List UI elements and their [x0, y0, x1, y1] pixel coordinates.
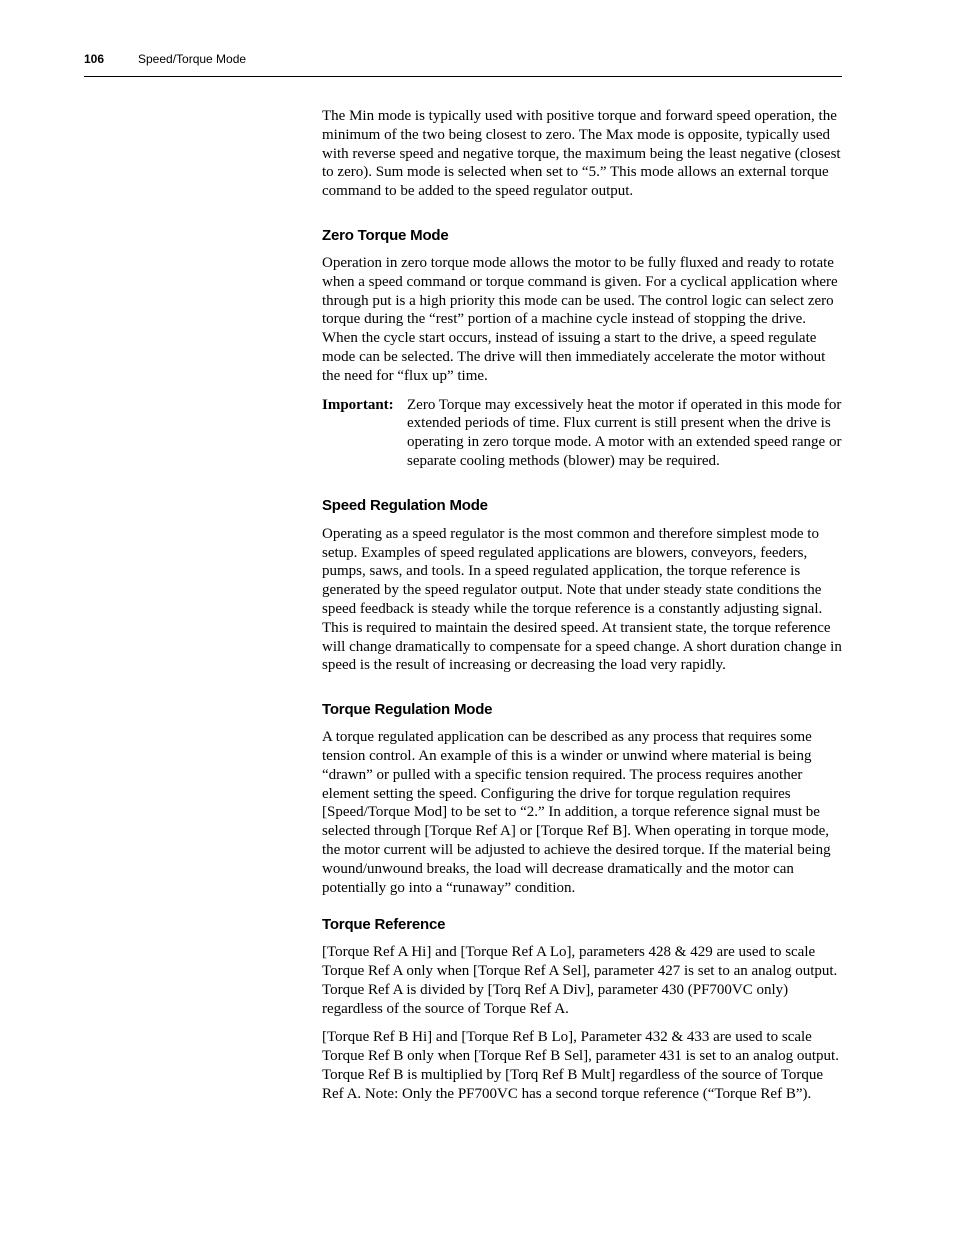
speed-regulation-heading: Speed Regulation Mode	[322, 496, 488, 514]
torque-reference-paragraph-1: [Torque Ref A Hi] and [Torque Ref A Lo], parameters 428 & 429 are used to scale Torque Ref A only when [Torque Ref A Sel], parameter 427 is set to an analog output. Torque Ref A is divided by [Torq Ref A Div], parameter 430 (PF700VC only) regardless of the source of Torque Ref A.	[322, 944, 838, 1017]
zero-torque-heading: Zero Torque Mode	[322, 226, 449, 244]
intro-paragraph: The Min mode is typically used with positive torque and forward speed operation, the minimum of the two being closest to zero. The Max mode is opposite, typically used with reverse speed and negative torque, the maximum being the least negative (closest to zero). Sum mode is selected when set to “5.” This mode allows an external torque command to be added to the speed regulator output.	[322, 108, 841, 200]
page-number: 106	[84, 52, 105, 66]
important-label: Important:	[322, 396, 394, 413]
chapter-title: Speed/Torque Mode	[138, 52, 247, 66]
important-text: Zero Torque may excessively heat the motor if operated in this mode for extended periods of time. Flux current is still present when the drive is operating in zero torque mode. A motor with an extended speed range or separate cooling methods (blower) may be required.	[407, 396, 842, 469]
main-content	[322, 107, 842, 1104]
zero-torque-paragraph: Operation in zero torque mode allows the motor to be fully fluxed and ready to rotate when a speed command or torque command is given. For a cyclical application where through put is a high priority this mode can be used. The control logic can select zero torque during the “rest” portion of a machine cycle instead of stopping the drive. When the cycle start occurs, instead of issuing a start to the drive, a speed regulate mode can be selected. The drive will then immediately accelerate the motor without the need for “flux up” time.	[322, 254, 838, 384]
torque-reference-paragraph-2: [Torque Ref B Hi] and [Torque Ref B Lo], Parameter 432 & 433 are used to scale Torque Ref B only when [Torque Ref B Sel], parameter 431 is set to an analog output. Torque Ref B is multiplied by [Torq Ref B Mult] regardless of the source of Torque Ref A. Note: Only the PF700VC has a second torque reference (“Torque Ref B”).	[322, 1029, 839, 1102]
torque-reference-heading: Torque Reference	[322, 916, 446, 934]
torque-regulation-heading: Torque Regulation Mode	[322, 701, 493, 719]
speed-regulation-paragraph: Operating as a speed regulator is the most common and therefore simplest mode to setup. Examples of speed regulated applications are blowers, conveyors, feeders, pumps, saws, and tools. In a speed regulated application, the torque reference is generated by the speed regulator output. Note that under steady state conditions the speed feedback is steady while the torque reference is a constantly adjusting signal. This is required to maintain the desired speed. At transient state, the torque reference will change dramatically to compensate for a speed change. A short duration change in speed is the result of increasing or decreasing the load very rapidly.	[322, 525, 842, 674]
page-header	[84, 52, 842, 77]
torque-regulation-paragraph: A torque regulated application can be described as any process that requires some tension control. An example of this is a winder or unwind where material is being “drawn” or pulled with a specific tension required. The process requires another element setting the speed. Configuring the drive for torque regulation requires [Speed/Torque Mod] to be set to “2.” In addition, a torque reference signal must be selected through [Torque Ref A] or [Torque Ref B]. When operating in torque mode, the motor current will be adjusted to achieve the desired torque. If the material being wound/unwound breaks, the load will decrease dramatically and the motor can potentially go into a “runaway” condition.	[322, 729, 831, 896]
important-note	[322, 396, 842, 471]
